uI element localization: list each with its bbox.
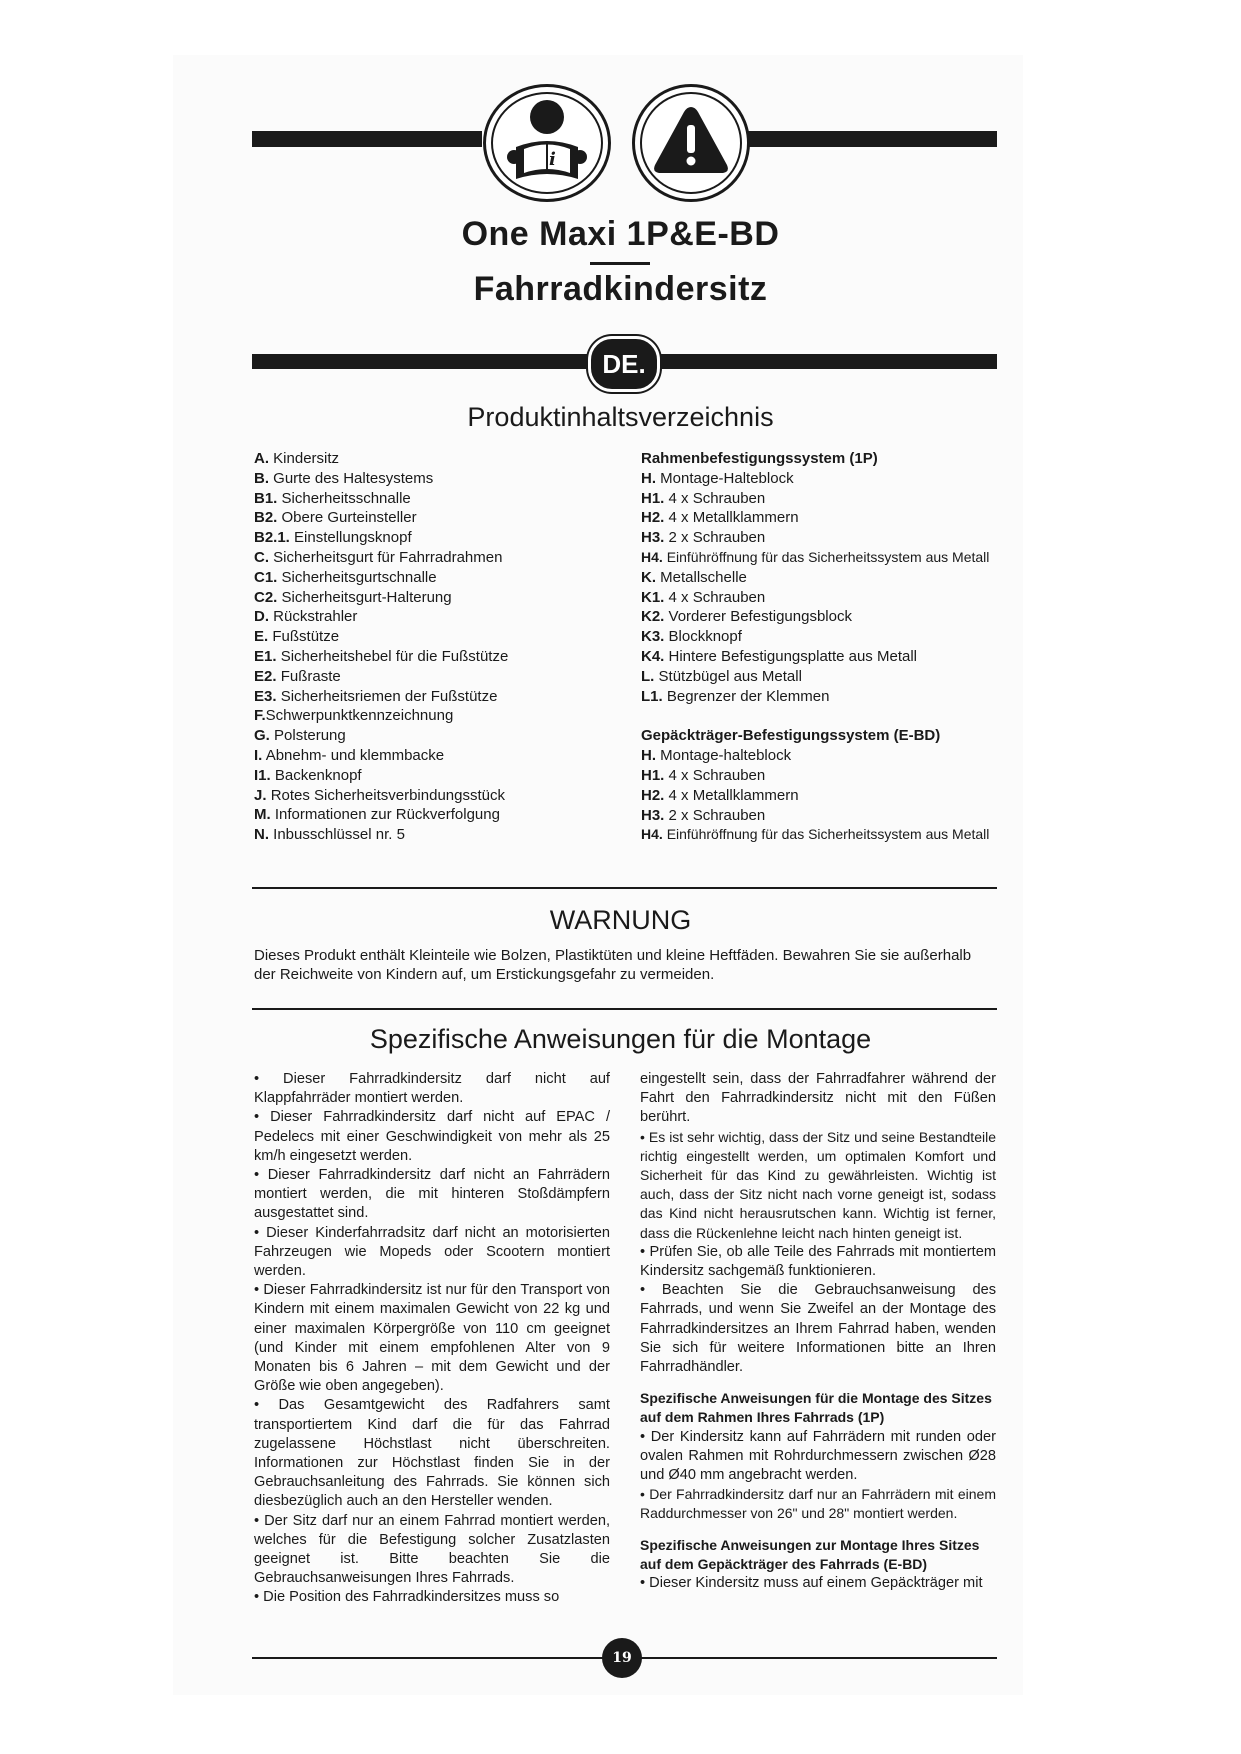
instruction-paragraph: • Beachten Sie die Gebrauchsanweisung des Fahrrads, und wenn Sie Zweifel an der Montage des Fahrradkindersitzes an Ihrem Fahrrad haben, wenden Sie sich für weitere Informationen bitte an Ihren Fahrradhändler. xyxy=(640,1282,996,1376)
list-item: H2. 4 x Metallklammern xyxy=(641,786,799,804)
list-item: E. Fußstütze xyxy=(254,628,340,646)
list-item: K4. Hintere Befestigungsplatte aus Metall xyxy=(641,647,917,665)
subsection-title-rack: Spezifische Anweisungen zur Montage Ihres Sitzes auf dem Gepäckträger des Fahrrads (E-BD) xyxy=(640,1536,980,1572)
list-item: H3. 2 x Schrauben xyxy=(641,529,766,547)
language-bar-left xyxy=(252,354,588,369)
list-item: M. Informationen zur Rückverfolgung xyxy=(254,806,500,824)
list-item: C2. Sicherheitsgurt-Halterung xyxy=(254,588,452,606)
instruction-paragraph: • Das Gesamtgewicht des Radfahrers samt transportiertem Kind darf die für das Fahrrad zugelassene Höchstlast nicht überschreiten. Informationen zur Höchstlast finden Sie in der Gebrauchsanleitung des Fahrrads. Sie können sich diesbezüglich auch an den Hersteller wenden. xyxy=(254,1397,610,1510)
list-item: E3. Sicherheitsriemen der Fußstütze xyxy=(254,687,498,705)
list-item: K1. 4 x Schrauben xyxy=(641,588,766,606)
list-item: L1. Begrenzer der Klemmen xyxy=(641,687,830,705)
product-title-line1: One Maxi 1P&E-BD xyxy=(461,215,780,253)
language-bar-right xyxy=(658,354,997,369)
page-number: 19 xyxy=(602,1638,642,1678)
list-item: J. Rotes Sicherheitsverbindungsstück xyxy=(254,786,505,804)
header-bar-left xyxy=(252,131,482,147)
list-item: C1. Sicherheitsgurtschnalle xyxy=(254,568,437,586)
list-item: H. Montage-Halteblock xyxy=(641,469,794,487)
instruction-paragraph: • Dieser Kinderfahrradsitz darf nicht an motorisierten Fahrzeugen wie Mopeds oder Scootern montiert werden. xyxy=(254,1224,610,1280)
list-item: C. Sicherheitsgurt für Fahrradrahmen xyxy=(254,548,503,566)
instruction-paragraph: • Der Fahrradkindersitz darf nur an Fahrrädern mit einem Raddurchmesser von 26" und 28" montiert werden. xyxy=(640,1486,996,1522)
list-item: N. Inbusschlüssel nr. 5 xyxy=(254,826,405,844)
instruction-paragraph: • Die Position des Fahrradkindersitzes muss so xyxy=(254,1589,560,1606)
list-item: B2.1. Einstellungsknopf xyxy=(254,529,412,547)
list-item: K2. Vorderer Befestigungsblock xyxy=(641,608,852,626)
contents-heading: Produktinhaltsverzeichnis xyxy=(467,402,774,432)
section-title-frame-mount: Rahmenbefestigungssystem (1P) xyxy=(641,450,878,467)
instruction-paragraph: • Prüfen Sie, ob alle Teile des Fahrrads mit montiertem Kindersitz sachgemäß funktionieren. xyxy=(640,1243,996,1280)
divider-top-warning xyxy=(252,887,997,889)
list-item: K3. Blockknopf xyxy=(641,628,742,646)
product-title-line2: Fahrradkindersitz xyxy=(473,270,768,308)
instructions-left-column xyxy=(254,1070,610,1608)
instruction-paragraph: eingestellt sein, dass der Fahrradfahrer während der Fahrt den Fahrradkindersitz nicht mit den Füßen berührt. xyxy=(640,1071,996,1126)
instruction-paragraph: • Dieser Kindersitz muss auf einem Gepäckträger mit xyxy=(640,1575,983,1592)
instruction-paragraph: • Der Sitz darf nur an einem Fahrrad montiert werden, welches für die Befestigung solcher Zusatzlasten geeignet ist. Bitte beachten Sie die Gebrauchsanweisungen Ihres Fahrrads. xyxy=(254,1512,610,1587)
warning-heading: WARNUNG xyxy=(549,905,692,935)
instruction-paragraph: • Dieser Fahrradkindersitz darf nicht auf EPAC / Pedelecs mit einer Geschwindigkeit von mehr als 25 km/h eingesetzt werden. xyxy=(254,1109,610,1164)
list-item: E2. Fußraste xyxy=(254,667,341,685)
list-item: G. Polsterung xyxy=(254,727,346,745)
list-item: K. Metallschelle xyxy=(641,568,747,586)
list-item: L. Stützbügel aus Metall xyxy=(641,667,802,685)
instruction-paragraph: • Dieser Fahrradkindersitz ist nur für den Transport von Kindern mit einem maximalen Gewicht von 22 kg und einer maximalen Körpergröße von 110 cm geeignet (und Kinder mit einem empfohlenen Alter von 9 Monaten bis 6 Jahren – mit dem Gewicht und der Größe wie oben angegeben). xyxy=(254,1282,610,1395)
instructions-right-column xyxy=(640,1070,996,1593)
section-title-rack-mount: Gepäckträger-Befestigungssystem (E-BD) xyxy=(641,727,941,745)
list-item: H2. 4 x Metallklammern xyxy=(641,509,799,527)
list-item: I. Abnehm- und klemmbacke xyxy=(254,746,445,764)
list-item: D. Rückstrahler xyxy=(254,608,358,626)
list-item: H1. 4 x Schrauben xyxy=(641,766,766,784)
list-item: H3. 2 x Schrauben xyxy=(641,806,766,824)
contents-left-list xyxy=(254,449,634,845)
list-item: A. Kindersitz xyxy=(254,450,340,467)
list-item: H. Montage-halteblock xyxy=(641,747,792,765)
list-item: H4. Einführöffnung für das Sicherheitssystem aus Metall xyxy=(641,826,990,843)
list-item: I1. Backenknopf xyxy=(254,766,362,784)
list-item: F.Schwerpunktkennzeichnung xyxy=(254,707,454,725)
instruction-paragraph: • Der Kindersitz kann auf Fahrrädern mit runden oder ovalen Rahmen mit Rohrdurchmessern zwischen Ø28 und Ø40 mm angebracht werden. xyxy=(640,1428,996,1484)
list-item: B2. Obere Gurteinsteller xyxy=(254,509,417,527)
svg-text:i: i xyxy=(549,149,556,170)
list-item: B. Gurte des Haltesystems xyxy=(254,469,434,487)
header-bar-right xyxy=(748,131,997,147)
title-divider xyxy=(590,262,650,265)
subsection-title-frame: Spezifische Anweisungen für die Montage des Sitzes auf dem Rahmen Ihres Fahrrads (1P) xyxy=(640,1390,992,1426)
warning-triangle-icon xyxy=(632,84,750,202)
instruction-paragraph: • Dieser Fahrradkindersitz darf nicht an Fahrrädern montiert werden, die mit hinteren Stoßdämpfern ausgestattet sind. xyxy=(254,1167,610,1222)
instructions-heading: Spezifische Anweisungen für die Montage xyxy=(369,1024,872,1054)
list-item: H4. Einführöffnung für das Sicherheitssystem aus Metall xyxy=(641,548,990,565)
warning-text: Dieses Produkt enthält Kleinteile wie Bolzen, Plastiktüten und kleine Heftfäden. Bewahren Sie sie außerhalb der Reichweite von Kindern auf, um Erstickungsgefahr zu vermeiden. xyxy=(254,947,972,983)
instruction-paragraph: • Es ist sehr wichtig, dass der Sitz und seine Bestandteile richtig eingestellt werden, um optimalen Komfort und Sicherheit für das Kind zu gewährleisten. Wichtig ist auch, dass der Sitz nicht nach vorne geneigt ist, sodass das Kind nicht herausrutschen kann. Wichtig ist ferner, dass die Rückenlehne leicht nach hinten geneigt ist. xyxy=(640,1128,996,1241)
reading-manual-icon xyxy=(483,84,611,202)
list-item: E1. Sicherheitshebel für die Fußstütze xyxy=(254,647,509,665)
language-badge: DE. xyxy=(588,336,660,392)
list-item: B1. Sicherheitsschnalle xyxy=(254,489,411,507)
contents-right-list xyxy=(641,449,1001,845)
instruction-paragraph: • Dieser Fahrradkindersitz darf nicht auf Klappfahrräder montiert werden. xyxy=(254,1071,610,1107)
list-item: H1. 4 x Schrauben xyxy=(641,489,766,507)
divider-bottom-warning xyxy=(252,1008,997,1010)
